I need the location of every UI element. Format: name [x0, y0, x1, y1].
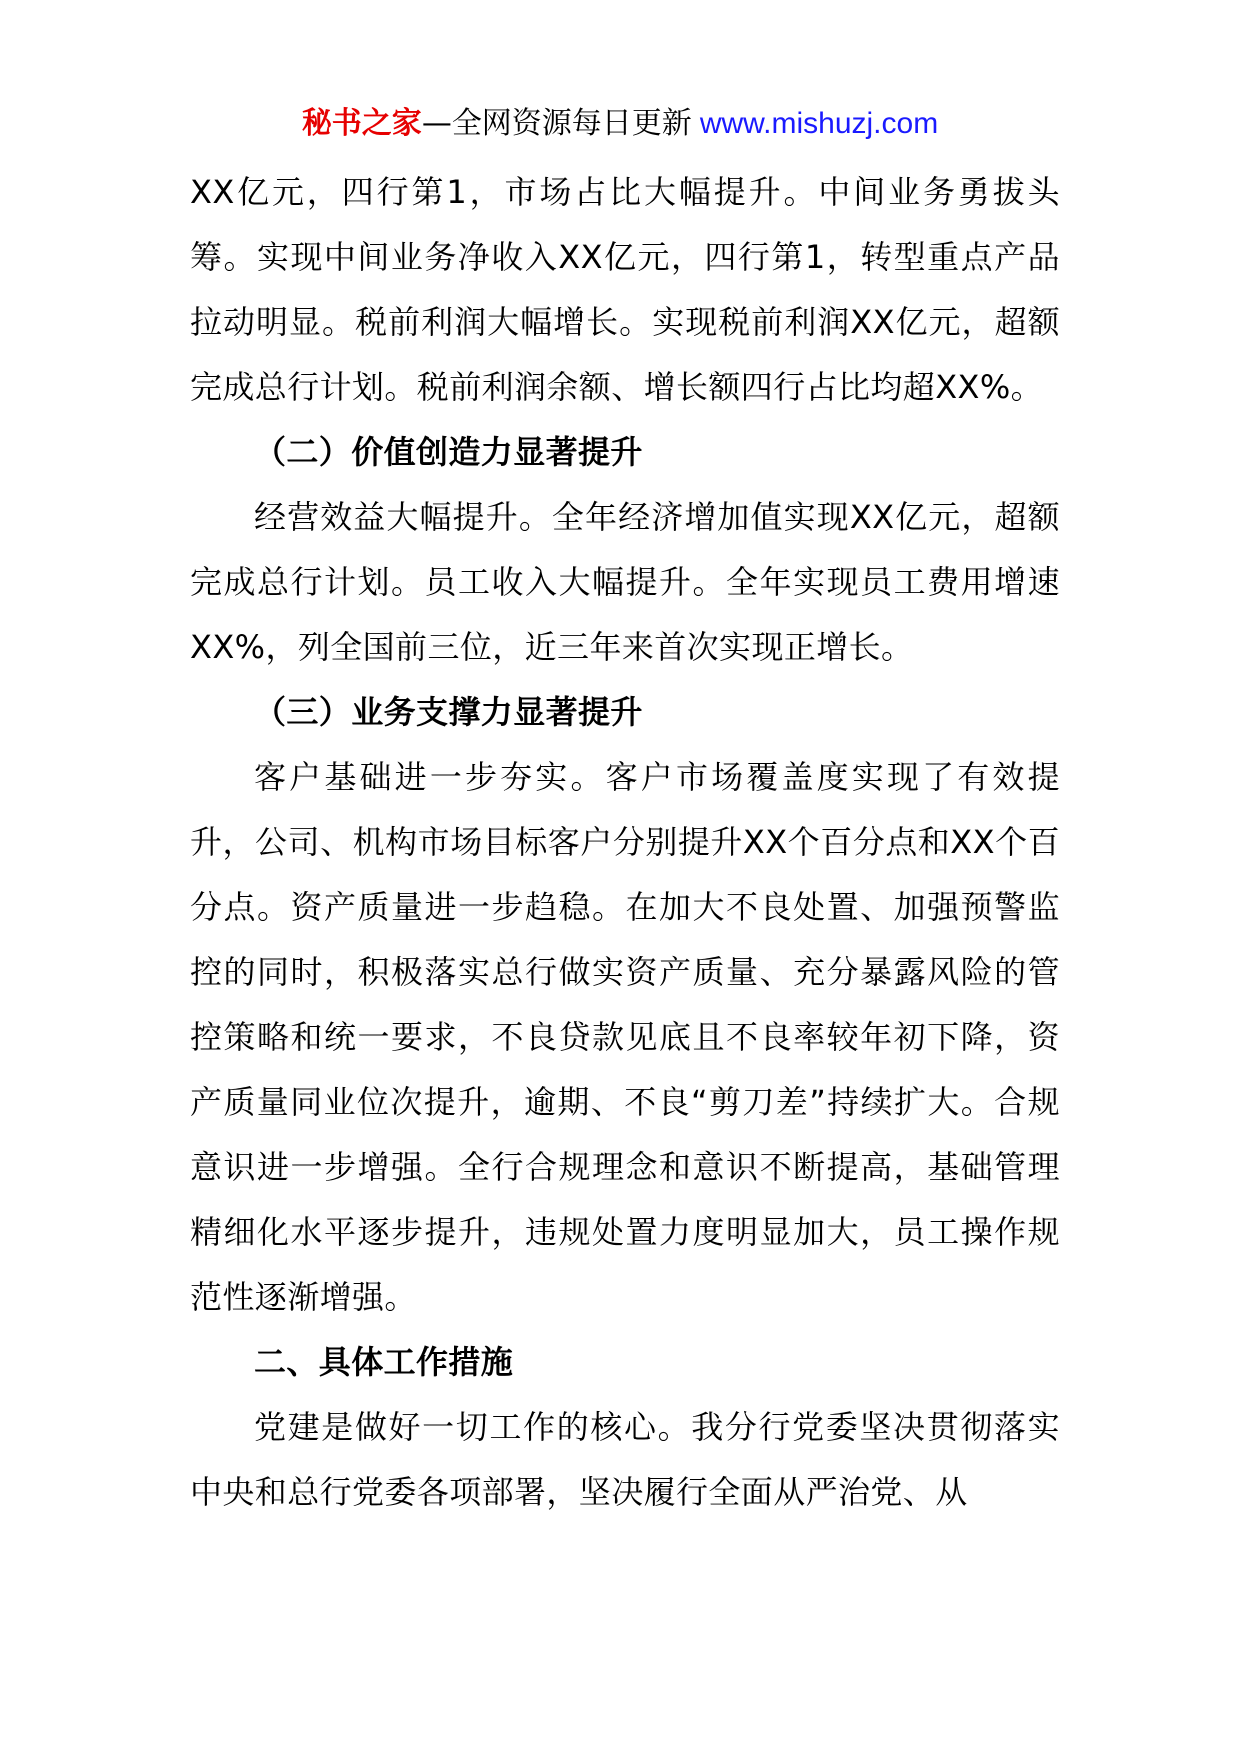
- document-body: [190, 160, 1060, 1525]
- section-heading-work-measures: 二、具体工作措施: [254, 1343, 514, 1381]
- site-url-link[interactable]: www.mishuzj.com: [699, 107, 939, 140]
- paragraph-value-creation: 经营效益大幅提升。全年经济增加值实现XX亿元，超额完成总行计划。员工收入大幅提升。全年实现员工费用增速XX%，列全国前三位，近三年来首次实现正增长。: [190, 498, 1060, 666]
- paragraph-business-support: 客户基础进一步夯实。客户市场覆盖度实现了有效提升，公司、机构市场目标客户分别提升XX个百分点和XX个百分点。资产质量进一步趋稳。在加大不良处置、加强预警监控的同时，积极落实总行做实资产质量、充分暴露风险的管控策略和统一要求，不良贷款见底且不良率较年初下降，资产质量同业位次提升，逾期、不良“剪刀差”持续扩大。合规意识进一步增强。全行合规理念和意识不断提高，基础管理精细化水平逐步提升，违规处置力度明显加大，员工操作规范性逐渐增强。: [190, 758, 1060, 1316]
- section-heading-value-creation: （二）价值创造力显著提升: [254, 433, 643, 471]
- paragraph-profit-summary: XX亿元，四行第1，市场占比大幅提升。中间业务勇拔头筹。实现中间业务净收入XX亿元，四行第1，转型重点产品拉动明显。税前利润大幅增长。实现税前利润XX亿元，超额完成总行计划。税前利润余额、增长额四行占比均超XX%。: [190, 173, 1060, 406]
- site-tagline: —全网资源每日更新: [421, 106, 692, 141]
- site-brand: 秘书之家: [301, 106, 422, 141]
- site-banner: [0, 104, 1240, 144]
- paragraph-party-building: 党建是做好一切工作的核心。我分行党委坚决贯彻落实中央和总行党委各项部署，坚决履行全面从严治党、从: [190, 1408, 1060, 1511]
- section-heading-business-support: （三）业务支撑力显著提升: [254, 693, 643, 731]
